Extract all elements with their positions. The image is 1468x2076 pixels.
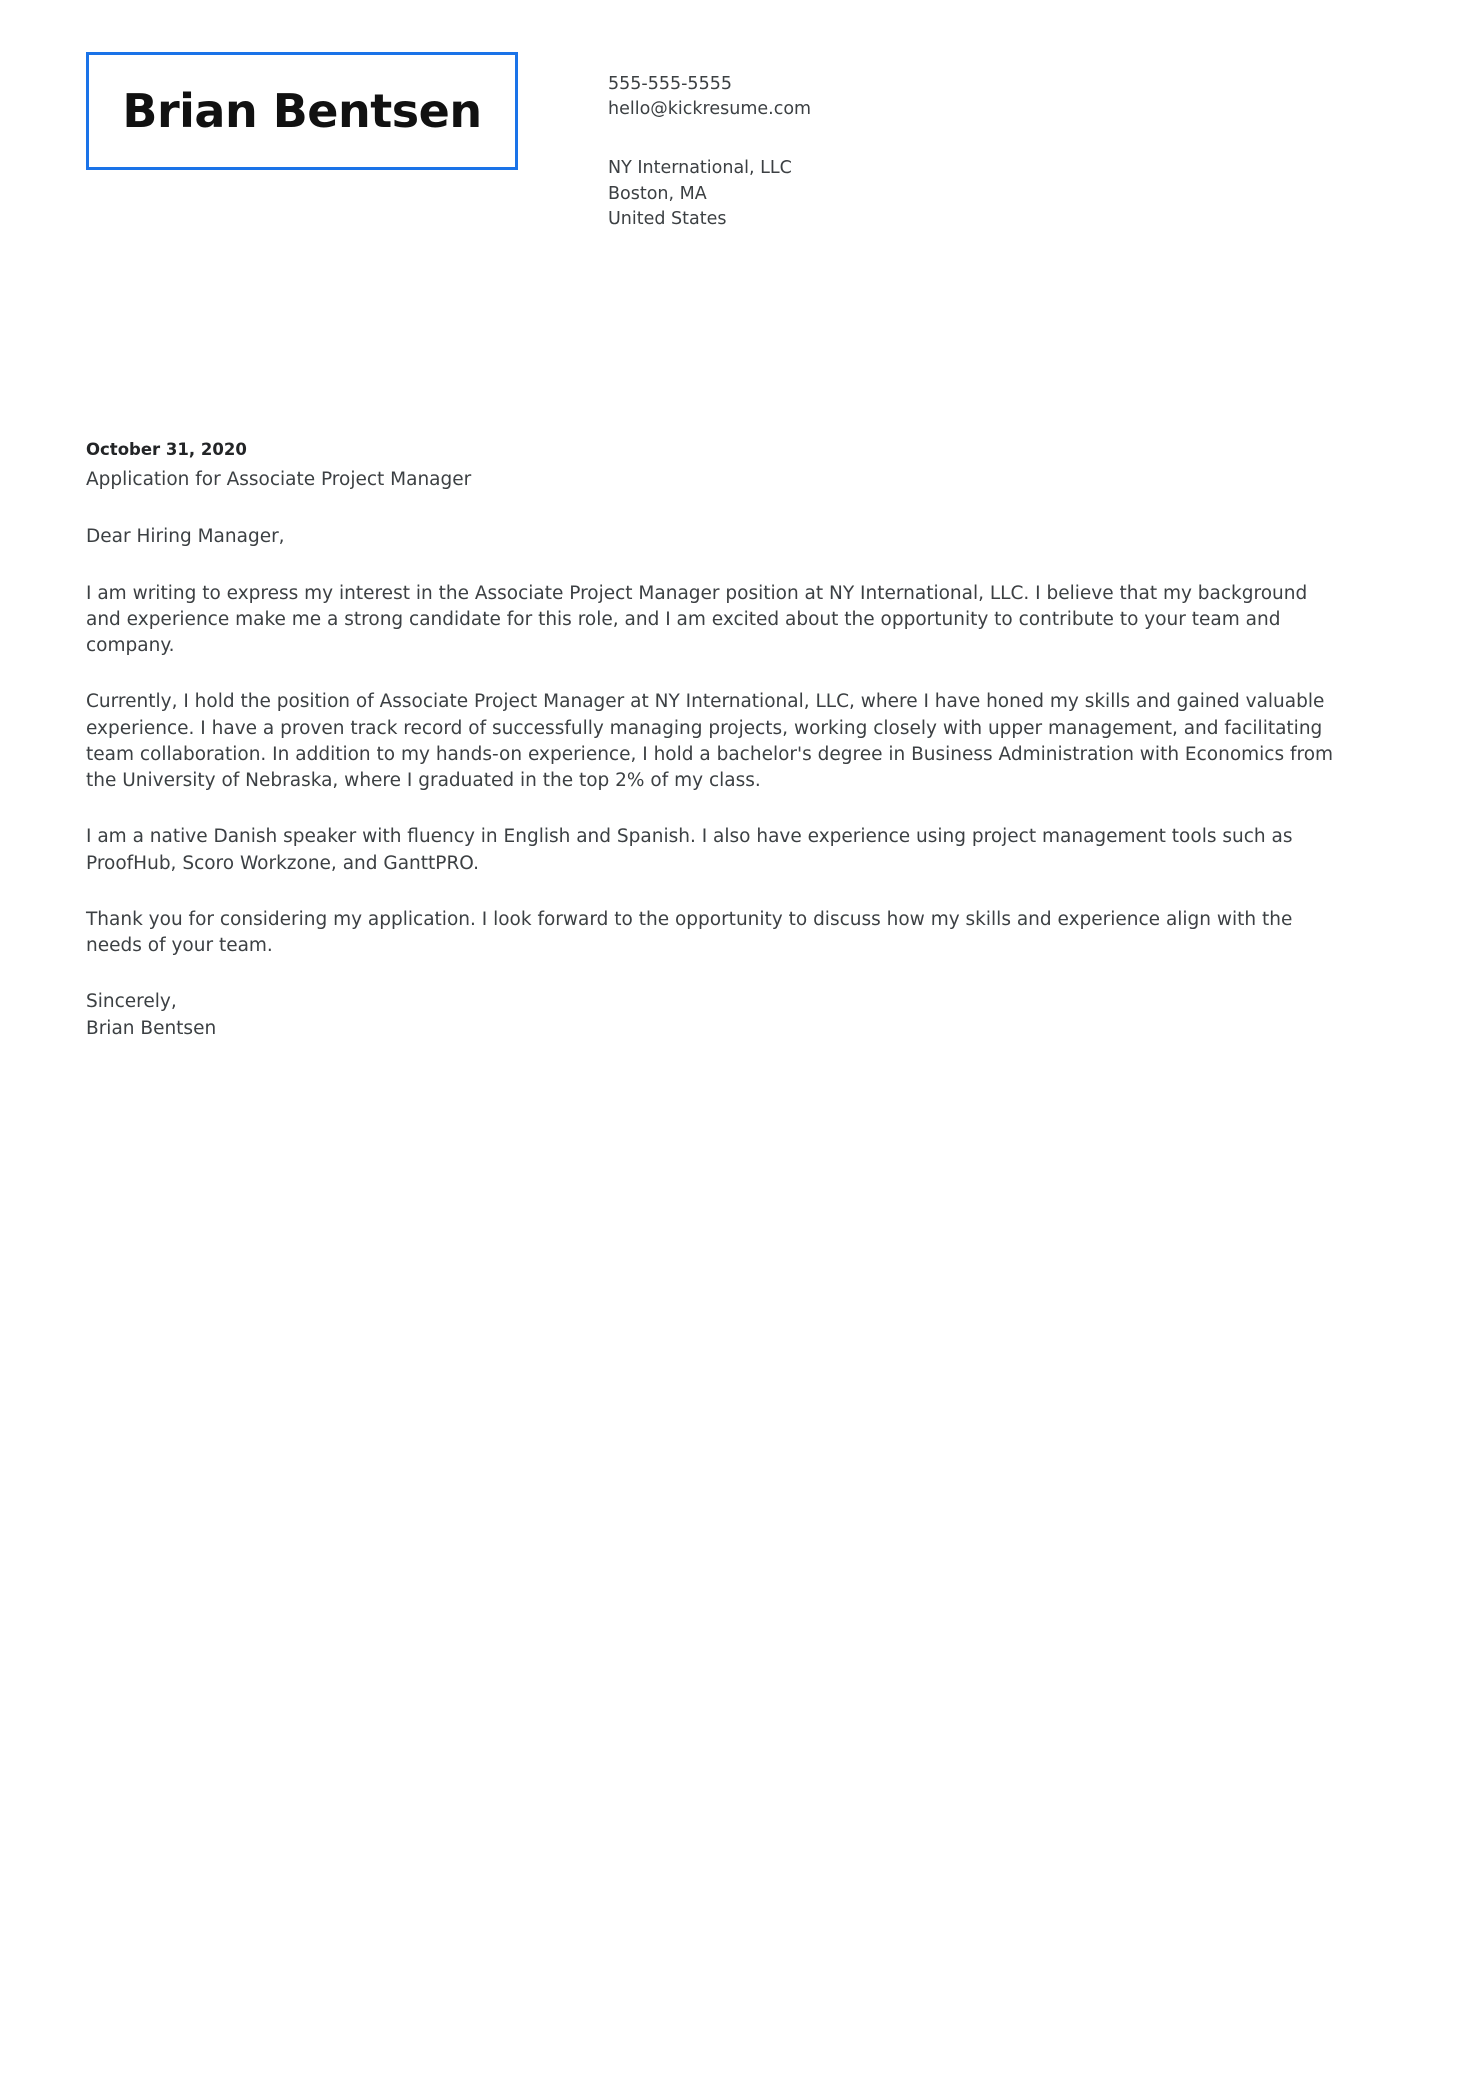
contact-country: United States [608,208,727,229]
contact-group-personal [608,72,811,122]
closing-salutation: Sincerely, [86,991,177,1013]
letter-body [86,438,1344,1042]
contact-phone: 555-555-5555 [608,74,732,94]
letter-subject: Application for Associate Project Manager [86,468,472,490]
letter-date: October 31, 2020 [86,440,247,459]
contact-block [608,52,811,232]
letter-meta [86,438,1344,494]
letter-paragraph: Thank you for considering my application. I look forward to the opportunity to discuss how my skills and experience align with the needs of your team. [86,908,1293,957]
letter-salutation: Dear Hiring Manager, [86,525,285,547]
name-box [86,52,518,170]
page-title: Brian Bentsen [122,84,482,138]
contact-city: Boston, MA [608,183,707,204]
letter-paragraph: I am a native Danish speaker with fluency in English and Spanish. I also have experience using project management tools such as ProofHub, Scoro Workzone, and GanttPRO. [86,826,1293,874]
contact-email: hello@kickresume.com [608,99,812,120]
letter-header [86,52,1382,232]
contact-company: NY International, LLC [608,158,792,179]
signature-name: Brian Bentsen [86,1017,217,1039]
letter-paragraph: I am writing to express my interest in the Associate Project Manager position at NY International, LLC. I believe that my background and experience make me a strong candidate for this role, and I am excited about the opportunity to contribute to your team and company. [86,582,1308,657]
contact-group-address [608,156,811,232]
letter-closing [86,989,1344,1042]
letter-paragraph: Currently, I hold the position of Associate Project Manager at NY International, LLC, where I have honed my skills and gained valuable experience. I have a proven track record of successfully managing projects, working closely with upper management, and facilitating team collaboration. In addition to my hands-on experience, I hold a bachelor's degree in Business Administration with Economics from the University of Nebraska, where I graduated in the top 2% of my class. [86,691,1334,792]
